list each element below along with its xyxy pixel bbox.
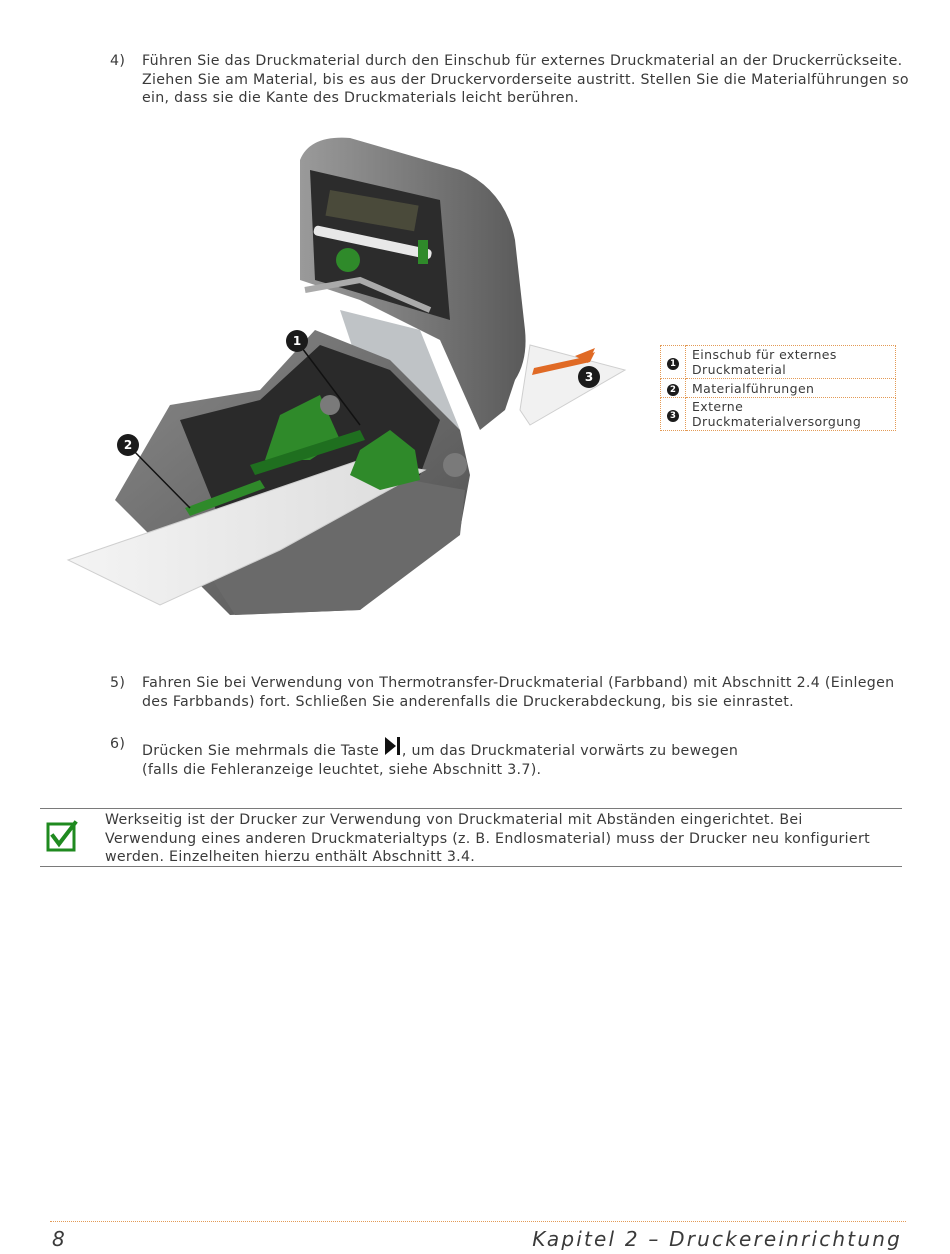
step-text: Drücken Sie mehrmals die Taste (142, 743, 384, 759)
printer-illustration (60, 130, 640, 650)
step-4 (110, 52, 910, 108)
note-top-rule (40, 808, 902, 809)
callout-1-marker: 1 (286, 330, 308, 352)
note-bottom-rule (40, 866, 902, 867)
note-text: Werkseitig ist der Drucker zur Verwendung von Druckmaterial mit Abständen eingerichtet. Bei Verwendung eines anderen Druckmaterialtyps (z. B. Endlosmaterial) muss der Drucker neu konfiguriert werden. Einzelheiten hierzu enthält Abschnitt 3.4. (105, 812, 870, 865)
legend-marker-2: 2 (667, 384, 679, 396)
legend-label: Einschub für externes Druckmaterial (686, 346, 896, 379)
legend-row (661, 346, 896, 379)
step-number: 4) (110, 53, 126, 69)
legend-label: Materialführungen (686, 379, 896, 398)
checkbox-check-icon (46, 820, 80, 856)
chapter-title: Kapitel 2 – Druckereinrichtung (532, 1227, 902, 1251)
step-5 (110, 674, 910, 711)
footer-rule (50, 1221, 906, 1222)
legend-row (661, 398, 896, 431)
legend-label: Externe Druckmaterialversorgung (686, 398, 896, 431)
step-text-line2: (falls die Fehleranzeige leuchtet, siehe Abschnitt 3.7). (142, 761, 542, 778)
step-text-cont: , um das Druckmaterial vorwärts zu bewegen (401, 743, 739, 759)
legend-marker-1: 1 (667, 358, 679, 370)
step-6 (110, 735, 910, 779)
page-number: 8 (52, 1227, 66, 1251)
legend-row (661, 379, 896, 398)
callout-2-marker: 2 (117, 434, 139, 456)
callout-3-marker: 3 (578, 366, 600, 388)
step-number: 6) (110, 736, 126, 752)
feed-key-icon (384, 735, 402, 757)
legend-marker-3: 3 (667, 410, 679, 422)
figure-legend (660, 345, 896, 431)
step-text: Fahren Sie bei Verwendung von Thermotransfer-Druckmaterial (Farbband) mit Abschnitt 2.4 (Einlegen des Farbbands) fort. Schließen Sie anderenfalls die Druckerabdeckung, bis sie einrastet. (142, 675, 895, 710)
step-text: Führen Sie das Druckmaterial durch den Einschub für externes Druckmaterial an der Druckerrückseite. Ziehen Sie am Material, bis es aus der Druckervorderseite austritt. Stellen Sie die Materialführungen so ein, dass sie die Kante des Druckmaterials leicht berühren. (142, 53, 909, 106)
step-number: 5) (110, 675, 126, 691)
